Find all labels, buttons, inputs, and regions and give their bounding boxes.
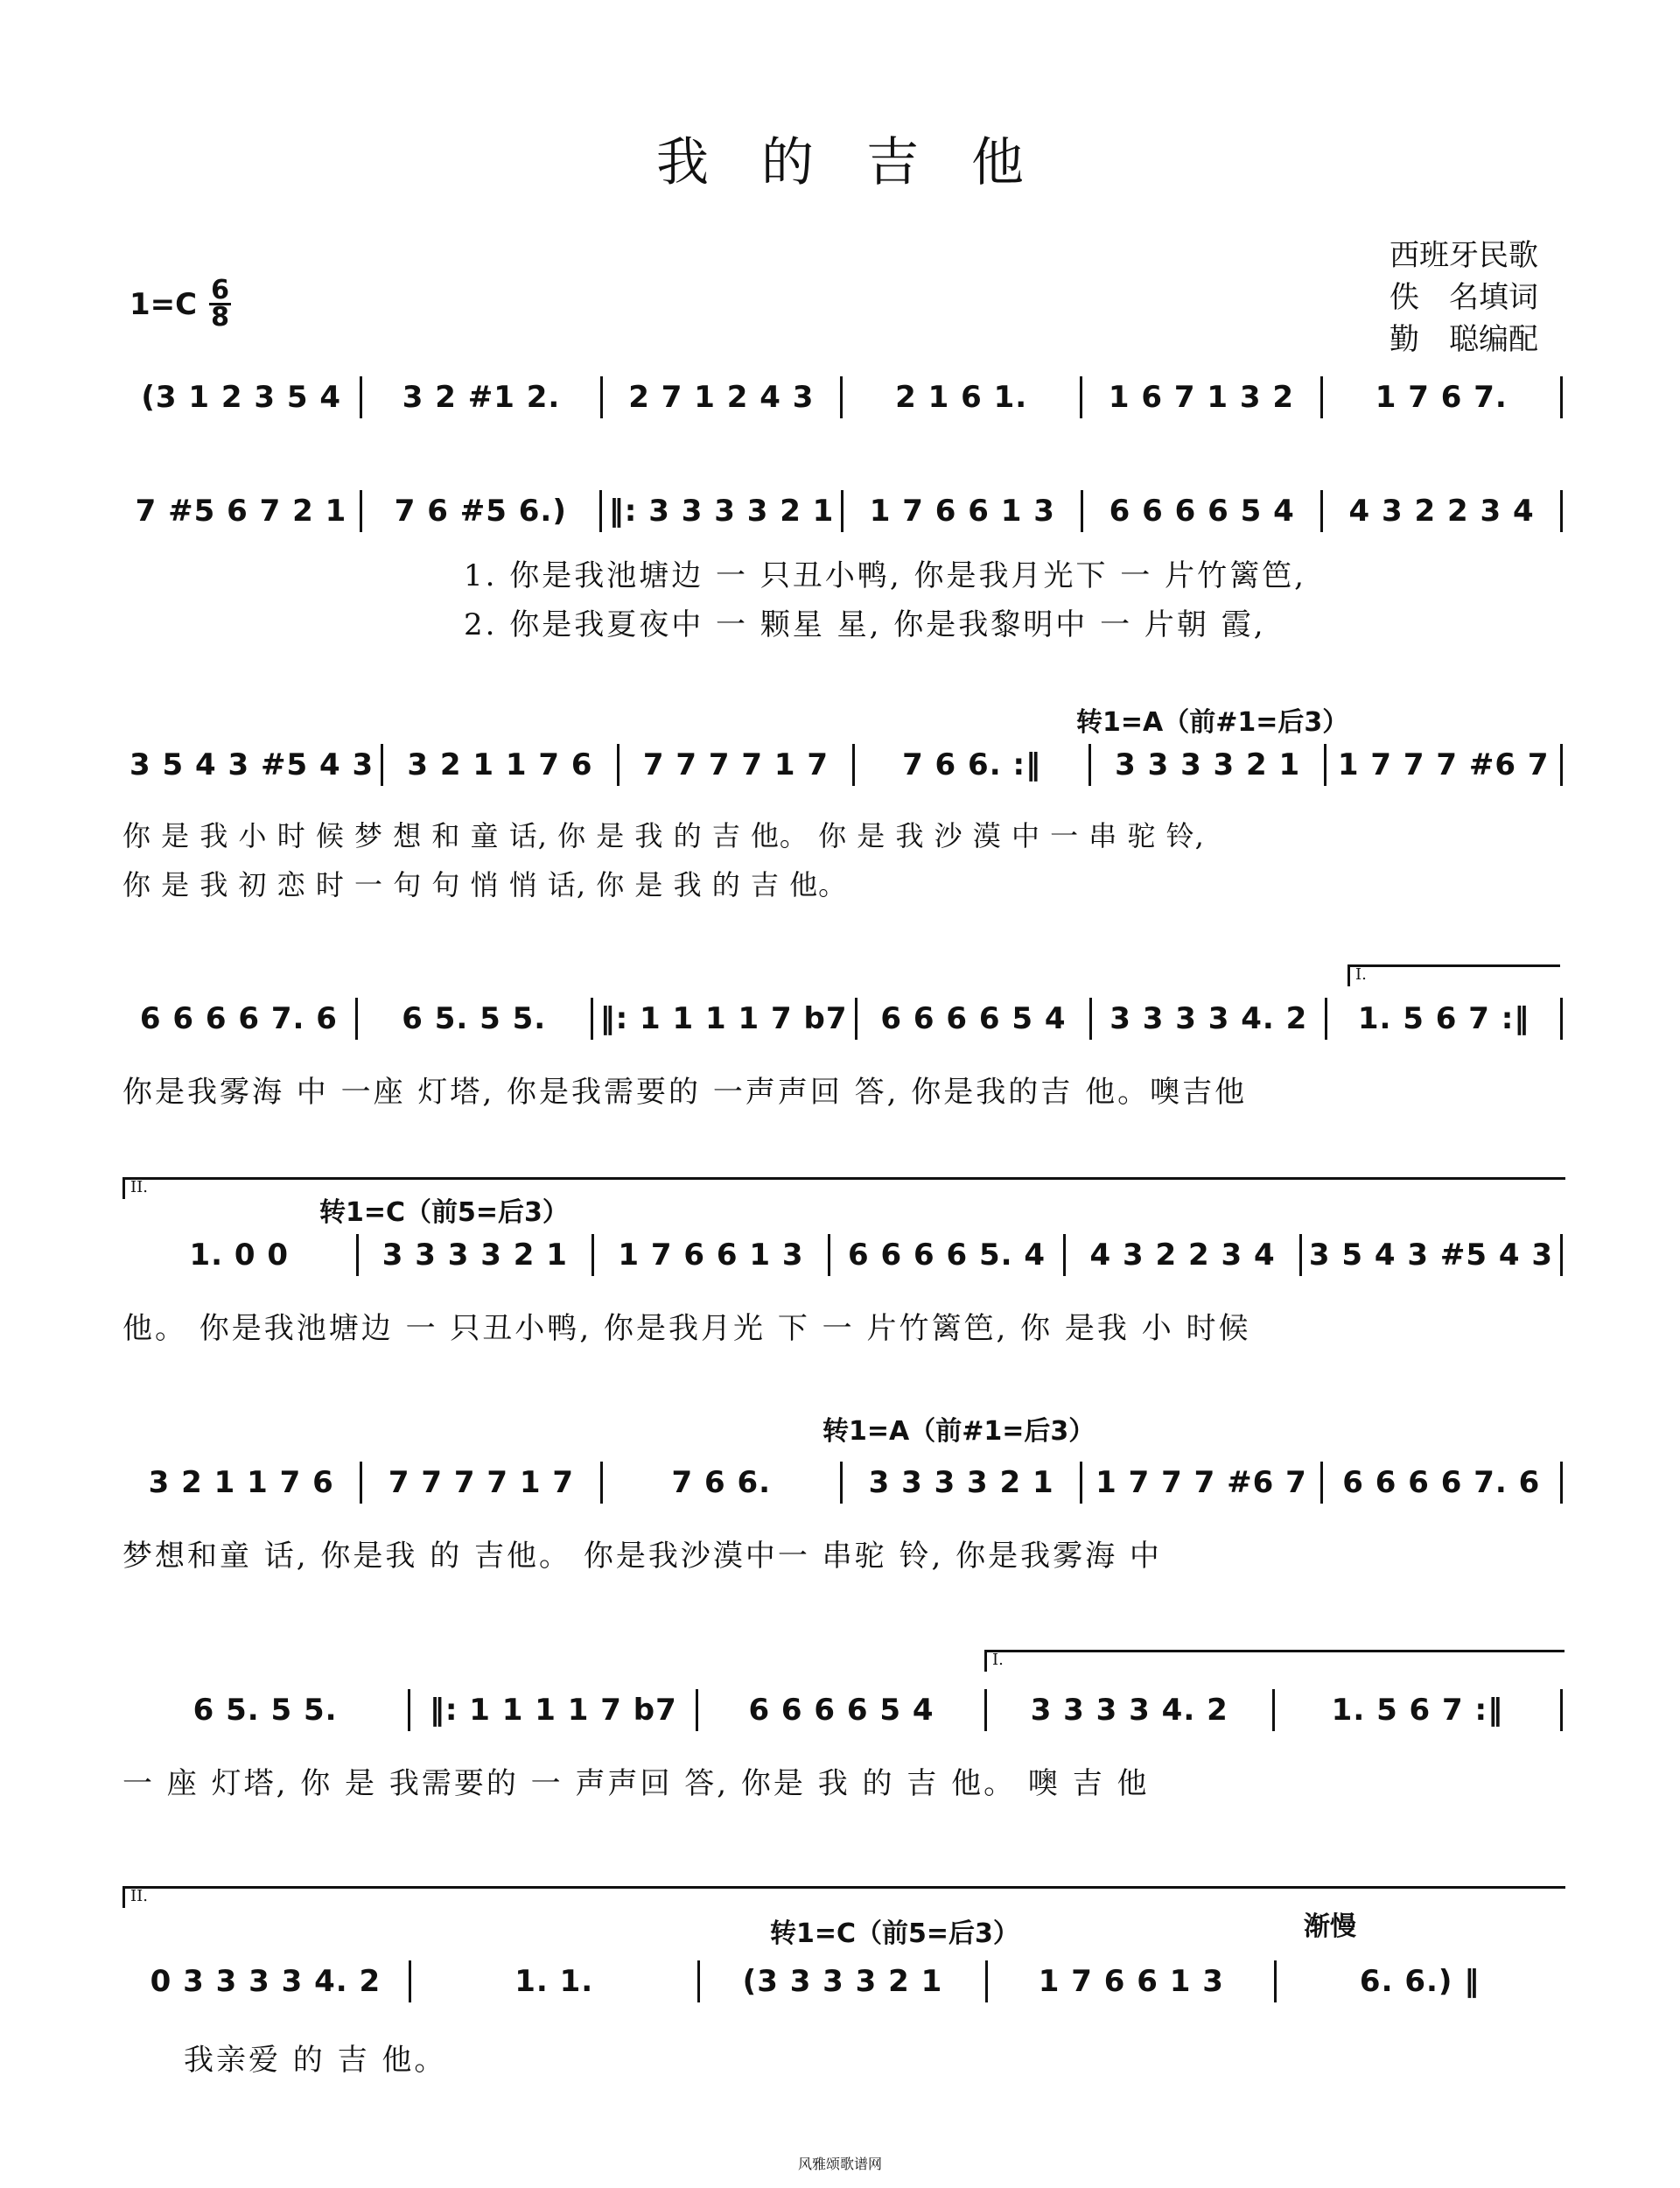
time-numerator: 6 — [211, 275, 229, 305]
measure-notes: 6 6 6 6 5 4 — [880, 1001, 1067, 1036]
notation-line — [122, 1462, 1563, 1504]
measure — [1323, 1465, 1560, 1500]
volta-bracket-1 — [1348, 964, 1560, 986]
measure-notes: (3 3 3 3 2 1 — [742, 1964, 943, 1999]
measure-notes: 6 5. 5 5. — [402, 1001, 547, 1036]
bar-line — [1560, 490, 1563, 532]
measure — [122, 1465, 360, 1500]
measure — [843, 1465, 1080, 1500]
measure-notes: 3 5 4 3 #5 4 3 — [130, 747, 374, 782]
measure-notes: ‖: 1 1 1 1 7 b7 — [599, 1001, 848, 1036]
measure — [122, 747, 381, 782]
measure-notes: ‖: 1 1 1 1 7 b7 — [429, 1693, 677, 1728]
measure-notes: 6 6 6 6 5. 4 — [848, 1238, 1046, 1273]
bar-line — [1560, 1234, 1563, 1276]
measure — [1275, 1693, 1560, 1728]
measure — [122, 1001, 355, 1036]
measure — [987, 1693, 1272, 1728]
measure-notes: (3 1 2 3 5 4 — [141, 380, 341, 415]
notation-line — [122, 998, 1563, 1040]
measure — [383, 747, 617, 782]
lyric-line-verse-2: 2. 你是我夏夜中 一 颗星 星, 你是我黎明中 一 片朝 霞, — [464, 607, 1266, 642]
measure — [603, 1465, 840, 1500]
measure — [1323, 494, 1560, 529]
measure — [843, 380, 1080, 415]
measure-notes: 7 #5 6 7 2 1 — [135, 494, 347, 529]
measure-notes: 4 3 2 2 3 4 — [1348, 494, 1535, 529]
measure-notes: 1 7 6 7. — [1375, 380, 1508, 415]
measure — [1066, 1238, 1299, 1273]
measure-notes: 1 7 7 7 #6 7 — [1096, 1465, 1307, 1500]
measure-notes: 3 5 4 3 #5 4 3 — [1308, 1238, 1554, 1273]
measure-notes: 7 6 6. :‖ — [902, 747, 1042, 782]
credit-lyricist: 佚 名填词 — [1390, 280, 1538, 315]
measure — [1277, 1964, 1563, 1999]
notation-line — [122, 1689, 1563, 1731]
measure — [1082, 380, 1320, 415]
measure-notes: 3 3 3 3 4. 2 — [1030, 1693, 1228, 1728]
lyric-line-verse-1: 1. 你是我池塘边 一 只丑小鸭, 你是我月光下 一 片竹篱笆, — [464, 558, 1306, 593]
notation-line — [122, 1960, 1563, 2002]
bar-line — [1560, 376, 1563, 418]
measure-notes: 1 6 7 1 3 2 — [1108, 380, 1295, 415]
measure-notes: 0 3 3 3 3 4. 2 — [150, 1964, 382, 1999]
measure-notes: 3 3 3 3 2 1 — [868, 1465, 1054, 1500]
measure-notes: 3 3 3 3 4. 2 — [1110, 1001, 1308, 1036]
key-signature — [130, 275, 231, 333]
notation-line — [122, 376, 1563, 418]
title-char: 吉 — [866, 132, 919, 193]
measure — [122, 1964, 409, 1999]
measure — [858, 1001, 1090, 1036]
notation-line — [122, 744, 1563, 786]
measure-notes: 1. 5 6 7 :‖ — [1331, 1693, 1504, 1728]
bar-line — [1560, 1689, 1563, 1731]
volta-label: I. — [1355, 965, 1367, 984]
measure — [620, 747, 853, 782]
measure-notes: 6 6 6 6 7. 6 — [1342, 1465, 1541, 1500]
measure-notes: 1 7 6 6 1 3 — [869, 494, 1055, 529]
measure — [122, 1693, 408, 1728]
lyric-line-verse-2: 你 是 我 初 恋 时 一 句 句 悄 悄 话, 你 是 我 的 吉 他。 — [122, 868, 848, 901]
measure-notes: ‖: 3 3 3 3 2 1 — [608, 494, 835, 529]
lyric-line: 他。 你是我池塘边 一 只丑小鸭, 你是我月光 下 一 片竹篱笆, 你 是我 小 时候 — [122, 1311, 1251, 1346]
measure — [122, 494, 360, 529]
time-signature — [209, 275, 231, 333]
measure — [1323, 380, 1560, 415]
lyric-line: 我亲爱 的 吉 他。 — [184, 2043, 447, 2078]
measure — [988, 1964, 1274, 1999]
lyric-line: 梦想和童 话, 你是我 的 吉他。 你是我沙漠中一 串驼 铃, 你是我雾海 中 — [122, 1539, 1162, 1574]
title-char: 我 — [656, 132, 709, 193]
modulation-mark: 转1=A（前#1=后3） — [1076, 707, 1349, 738]
measure-notes: 1. 5 6 7 :‖ — [1357, 1001, 1530, 1036]
measure-notes: 1 7 6 6 1 3 — [1038, 1964, 1224, 1999]
measure-notes: 6 6 6 6 5 4 — [748, 1693, 934, 1728]
title-char: 他 — [971, 132, 1024, 193]
notation-line — [122, 490, 1563, 532]
volta-label: II. — [130, 1887, 148, 1905]
key-label: 1=C — [130, 286, 198, 322]
measure-notes: 4 3 2 2 3 4 — [1089, 1238, 1276, 1273]
measure — [830, 1238, 1064, 1273]
notation-line — [122, 1234, 1563, 1276]
measure-notes: 6. 6.) ‖ — [1359, 1964, 1480, 1999]
time-denominator: 8 — [211, 302, 229, 333]
modulation-mark: 转1=A（前#1=后3） — [822, 1416, 1096, 1447]
measure — [1092, 1001, 1325, 1036]
measure — [362, 494, 599, 529]
measure-notes: 1 7 7 7 #6 7 — [1337, 747, 1550, 782]
measure — [1083, 494, 1320, 529]
measure-notes: 1. 0 0 — [189, 1238, 290, 1273]
measure-notes: 1 7 6 6 1 3 — [618, 1238, 804, 1273]
measure — [844, 494, 1081, 529]
lyric-line: 你是我雾海 中 一座 灯塔, 你是我需要的 一声声回 答, 你是我的吉 他。噢吉他 — [122, 1075, 1248, 1110]
measure-notes: 6 6 6 6 5 4 — [1109, 494, 1295, 529]
measure-notes: 3 3 3 3 2 1 — [1115, 747, 1301, 782]
measure — [122, 380, 360, 415]
measure-notes: 3 2 1 1 7 6 — [407, 747, 593, 782]
measure — [698, 1693, 984, 1728]
measure-notes: 6 6 6 6 7. 6 — [139, 1001, 338, 1036]
volta-label: II. — [130, 1178, 148, 1196]
credit-origin: 西班牙民歌 — [1390, 238, 1538, 273]
lyric-line: 一 座 灯塔, 你 是 我需要的 一 声声回 答, 你是 我 的 吉 他。 噢 吉 他 — [122, 1766, 1150, 1801]
measure-notes: 6 5. 5 5. — [192, 1693, 338, 1728]
lyric-line-verse-1: 你 是 我 小 时 候 梦 想 和 童 话, 你 是 我 的 吉 他。 你 是 我 沙 漠 中 一 串 驼 铃, — [122, 819, 1205, 852]
measure — [855, 747, 1088, 782]
measure-notes: 7 7 7 7 1 7 — [388, 1465, 575, 1500]
measure-notes: 3 2 1 1 7 6 — [148, 1465, 334, 1500]
measure — [1302, 1238, 1560, 1273]
measure — [410, 1693, 696, 1728]
measure — [1326, 747, 1560, 782]
bar-line — [1560, 1462, 1563, 1504]
measure — [411, 1964, 697, 1999]
measure-notes: 7 7 7 7 1 7 — [642, 747, 830, 782]
measure — [594, 1238, 828, 1273]
measure-notes: 3 2 #1 2. — [402, 380, 561, 415]
measure — [602, 494, 842, 529]
measure-notes: 2 7 1 2 4 3 — [628, 380, 815, 415]
footer-watermark: 风雅颂歌谱网 — [797, 2156, 882, 2172]
measure-notes: 1. 1. — [514, 1964, 594, 1999]
measure — [359, 1238, 592, 1273]
measure-notes: 7 6 #5 6.) — [394, 494, 567, 529]
volta-label: I. — [992, 1651, 1004, 1669]
modulation-mark: 转1=C（前5=后3） — [770, 1918, 1019, 1949]
measure — [122, 1238, 356, 1273]
measure — [1327, 1001, 1560, 1036]
score-title — [0, 121, 1680, 196]
measure-notes: 3 3 3 3 2 1 — [382, 1238, 568, 1273]
measure — [362, 380, 599, 415]
measure — [1082, 1465, 1320, 1500]
measure — [593, 1001, 855, 1036]
measure-notes: 7 6 6. — [671, 1465, 772, 1500]
measure — [1091, 747, 1325, 782]
measure — [603, 380, 840, 415]
volta-bracket-1 — [984, 1650, 1564, 1672]
tempo-mark: 渐慢 — [1304, 1911, 1356, 1942]
modulation-mark: 转1=C（前5=后3） — [319, 1197, 569, 1228]
measure-notes: 2 1 6 1. — [895, 380, 1028, 415]
credit-arranger: 勤 聪编配 — [1390, 322, 1538, 357]
measure — [358, 1001, 591, 1036]
measure — [700, 1964, 986, 1999]
bar-line — [1560, 744, 1563, 786]
credits — [1390, 235, 1564, 361]
bar-line — [1560, 998, 1563, 1040]
title-char: 的 — [761, 132, 814, 193]
measure — [362, 1465, 599, 1500]
